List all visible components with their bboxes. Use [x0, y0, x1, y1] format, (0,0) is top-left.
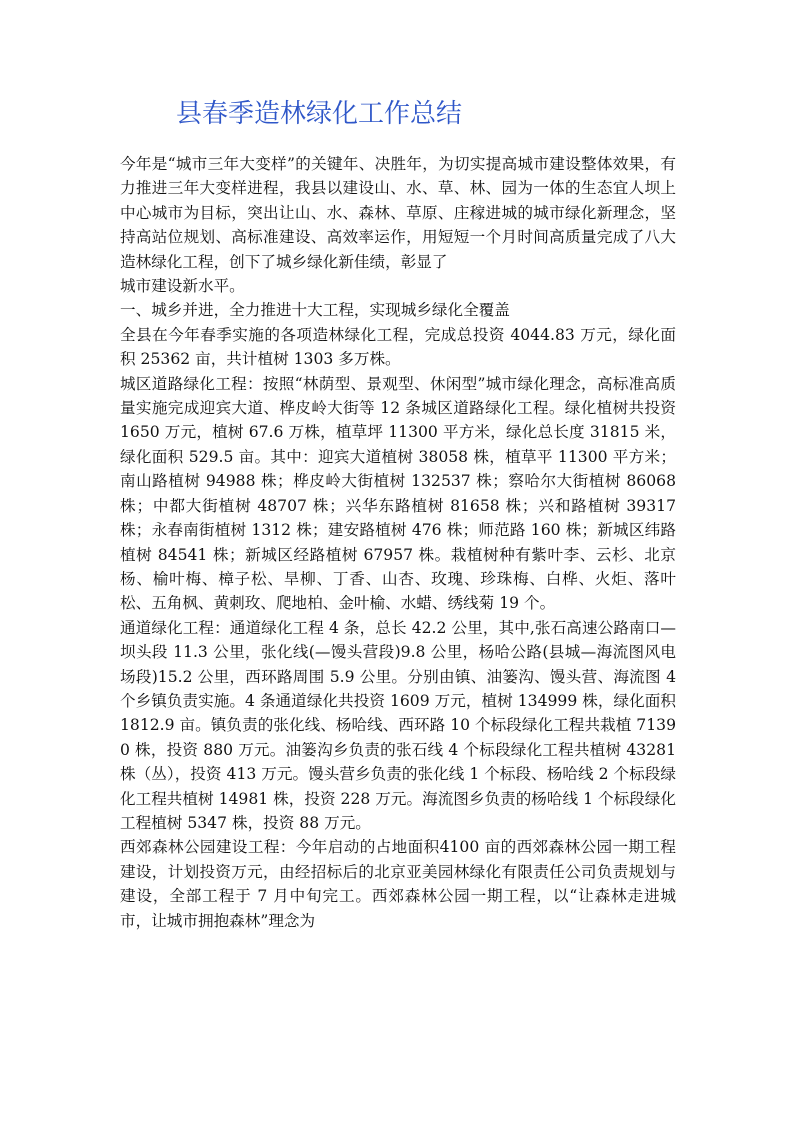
paragraph-intro: 今年是“城市三年大变样”的关键年、决胜年，为切实提高城市建设整体效果，有力推进三年大变样进程，我县以建设山、水、草、林、园为一体的生态宜人坝上中心城市为目标，突出让山、水、森林、草原、庄稼进城的城市绿化新理念，坚持高站位规划、高标准建设、高效率运作，用短短一个月时间高质量完成了八大造林绿化工程，创下了城乡绿化新佳绩，彰显了: [120, 155, 676, 271]
paragraph-forest-park: 西郊森林公园建设工程：今年启动的占地面积4100 亩的西郊森林公园一期工程建设，计划投资万元，由经招标后的北京亚美园林绿化有限责任公司负责规划与建设，全部工程于 7 月中旬完工。西郊森林公园一期工程，以“让森林走进城市，让城市拥抱森林”理念为: [120, 838, 676, 930]
paragraph-urban-roads: 城区道路绿化工程：按照“林荫型、景观型、休闲型”城市绿化理念，高标准高质量实施完成迎宾大道、桦皮岭大街等 12 条城区道路绿化工程。绿化植树共投资 1650 万元，植树 67.6 万株，植草坪 11300 平方米，绿化总长度 31815 米，绿化面积 529.5 亩。其中：迎宾大道植树 38058 株，植草平 11300 平方米；南山路植树 94988 株；桦皮岭大街植树 132537 株；察哈尔大街植树 86068 株；中都大街植树 48707 株；兴华东路植树 81658 株；兴和路植树 39317 株；永春南街植树 1312 株；建安路植树 476 株；师范路 160 株；新城区纬路植树 84541 株；新城区经路植树 67957 株。栽植树种有紫叶李、云杉、北京杨、榆叶梅、樟子松、旱柳、丁香、山杏、玫瑰、珍珠梅、白桦、火炬、落叶松、五角枫、黄刺玫、爬地柏、金叶榆、水蜡、绣线菊 19 个。: [120, 374, 676, 613]
section-heading: 一、城乡并进，全力推进十大工程，实现城乡绿化全覆盖: [120, 301, 510, 320]
paragraph-intro-continuation: 城市建设新水平。: [120, 277, 245, 296]
paragraph-corridors: 通道绿化工程：通道绿化工程 4 条，总长 42.2 公里，其中,张石高速公路南口—坝头段 11.3 公里，张化线(—馒头营段)9.8 公里，杨哈公路(县城—海流图风电场段)15.2 公里，西环路周围 5.9 公里。分别由镇、油篓沟、馒头营、海流图 4 个乡镇负责实施。4 条通道绿化共投资 1609 万元，植树 134999 株，绿化面积 1812.9 亩。镇负责的张化线、杨哈线、西环路 10 个标段绿化工程共栽植 71390 株，投资 880 万元。油篓沟乡负责的张石线 4 个标段绿化工程共植树 43281 株（丛），投资 413 万元。馒头营乡负责的张化线 1 个标段、杨哈线 2 个标段绿化工程共植树 14981 株，投资 228 万元。海流图乡负责的杨哈线 1 个标段绿化工程植树 5347 株，投资 88 万元。: [120, 618, 676, 832]
document-body: [120, 152, 676, 933]
document-title: 县春季造林绿化工作总结: [176, 99, 463, 129]
paragraph-overview: 全县在今年春季实施的各项造林绿化工程，完成总投资 4044.83 万元，绿化面积 25362 亩，共计植树 1303 多万株。: [120, 325, 676, 369]
